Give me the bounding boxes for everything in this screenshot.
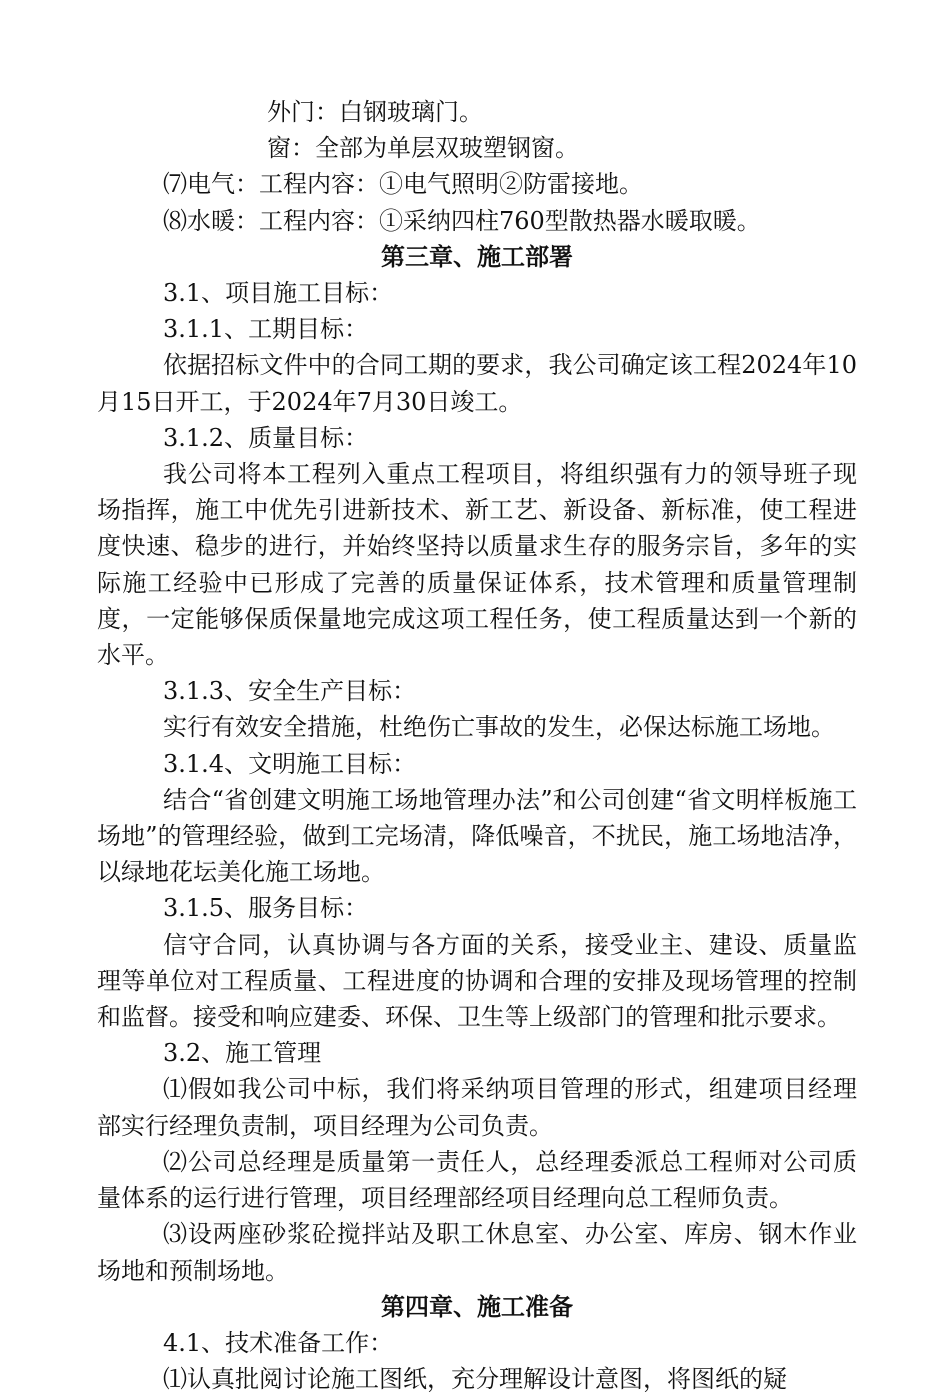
chapter-4-heading: 第四章、施工准备 — [381, 1291, 573, 1321]
heating-line: ⑻水暖：工程内容：①采纳四柱760型散热器水暖取暖。 — [163, 206, 761, 235]
section-4-1-heading: 4.1、技术准备工作： — [163, 1328, 394, 1357]
document-body — [97, 94, 857, 1397]
section-3-1-heading: 3.1、项目施工目标： — [163, 279, 394, 308]
section-4-1-item-1: ⑴认真批阅讨论施工图纸，充分理解设计意图，将图纸的疑 — [163, 1365, 787, 1394]
section-3-2-item-2: ⑵公司总经理是质量第一责任人，总经理委派总工程师对公司质量体系的运行进行管理，项目经理部经项目经理向总工程师负责。 — [97, 1147, 857, 1213]
section-3-1-2-heading: 3.1.2、质量目标： — [163, 423, 369, 452]
section-3-1-4-paragraph: 结合“省创建文明施工场地管理办法”和公司创建“省文明样板施工场地”的管理经验，做到工完场清，降低噪音，不扰民，施工场地洁净，以绿地花坛美化施工场地。 — [97, 785, 857, 887]
section-3-1-1-paragraph: 依据招标文件中的合同工期的要求，我公司确定该工程2024年10月15日开工，于2024年7月30日竣工。 — [97, 351, 857, 416]
section-3-1-3-paragraph: 实行有效安全措施，杜绝伤亡事故的发生，必保达标施工场地。 — [163, 713, 835, 742]
section-3-1-3-heading: 3.1.3、安全生产目标： — [163, 677, 417, 706]
section-3-1-5-heading: 3.1.5、服务目标： — [163, 894, 369, 923]
section-3-2-item-1: ⑴假如我公司中标，我们将采纳项目管理的形式，组建项目经理部实行经理负责制，项目经理为公司负责。 — [97, 1075, 857, 1140]
section-3-1-1-heading: 3.1.1、工期目标： — [163, 315, 369, 344]
section-3-1-2-paragraph: 我公司将本工程列入重点工程项目，将组织强有力的领导班子现场指挥，施工中优先引进新技术、新工艺、新设备、新标准，使工程进度快速、稳步的进行，并始终坚持以质量求生存的服务宗旨，多年的实际施工经验中已形成了完善的质量保证体系，技术管理和质量管理制度，一定能够保质保量地完成这项工程任务，使工程质量达到一个新的水平。 — [97, 460, 857, 670]
door-line: 外门：白钢玻璃门。 — [267, 98, 483, 126]
section-3-1-5-paragraph: 信守合同，认真协调与各方面的关系，接受业主、建设、质量监理等单位对工程质量、工程进度的协调和合理的安排及现场管理的控制和监督。接受和响应建委、环保、卫生等上级部门的管理和批示要求。 — [97, 930, 857, 1032]
section-3-2-heading: 3.2、施工管理 — [163, 1039, 322, 1068]
chapter-3-heading: 第三章、施工部署 — [381, 241, 573, 271]
section-3-2-item-3: ⑶设两座砂浆砼搅拌站及职工休息室、办公室、库房、钢木作业场地和预制场地。 — [97, 1220, 857, 1285]
window-line: 窗：全部为单层双玻塑钢窗。 — [267, 134, 579, 163]
section-3-1-4-heading: 3.1.4、文明施工目标： — [163, 749, 417, 778]
electric-line: ⑺电气：工程内容：①电气照明②防雷接地。 — [163, 170, 643, 199]
